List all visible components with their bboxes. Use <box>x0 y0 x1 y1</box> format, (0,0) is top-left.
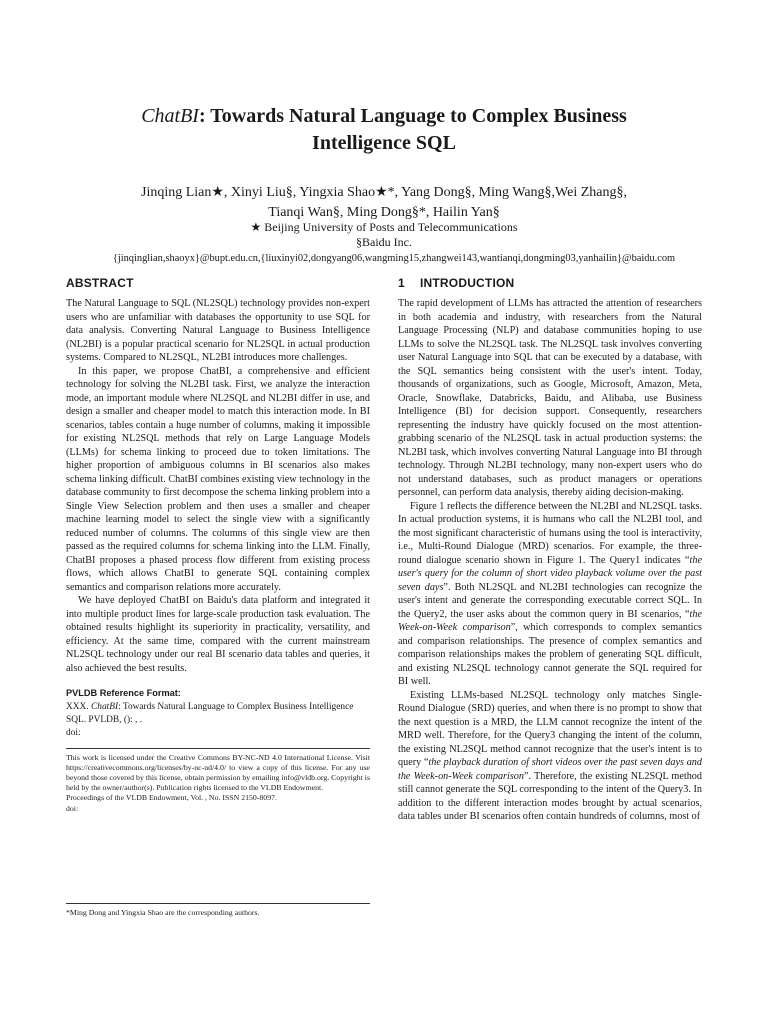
intro-p2-part-b: ”. Both NL2SQL and NL2BI technologies can recognize the user's intent and generate the corresponding executable correct SQL. In the Query2, the user asks about the common query in BI scenarios, “ <box>398 581 702 620</box>
intro-p2-emphasis-1: the user's query for the column of short video playback volume over the past seven days <box>398 554 702 593</box>
authors-line1: Jinqing Lian★, Xinyi Liu§, Yingxia Shao★*, Yang Dong§, Ming Wang§,Wei Zhang§, <box>141 185 627 200</box>
affiliation-2: §Baidu Inc. <box>356 235 412 249</box>
license-text: This work is licensed under the Creative Commons BY-NC-ND 4.0 International License. Visit https://creativecommons.org/licenses/by-nc-nd/4.0/ to view a copy of this license. For any use beyond those covered by this license, obtain permission by emailing info@vldb.org. Copyright is held by the owner/author(s). Publication rights licensed to the VLDB Endowment. <box>66 752 370 793</box>
footnote-divider <box>66 903 370 904</box>
introduction-heading <box>398 277 702 291</box>
intro-p2-emphasis-2: the Week-on-Week comparison <box>398 608 702 633</box>
intro-p2-part-a: Figure 1 reflects the difference between the NL2BI and NL2SQL tasks. In actual production systems, it is humans who call the NL2BI tool, and the most significant characteristic of humans using the tool is interactivity, i.e., Multi-Round Dialogue (MRD) scenarios. For example, the three-round dialogue scenario shown in Figure 1. The Query1 indicates “ <box>398 500 702 566</box>
intro-p3-emphasis: the playback duration of short videos over the past seven days and the Week-on-Week comparison <box>398 757 702 782</box>
paper-title <box>60 103 708 157</box>
intro-paragraph-3 <box>398 689 702 824</box>
intro-paragraph-1: The rapid development of LLMs has attracted the attention of researchers in both academia and industry, with researchers from the Natural Language Processing (NLP) and database communities hoping to use LLMs to solve the NL2SQL task. The NL2SQL task involves converting user Natural Language into SQL that can be executed by a database, with the SQL semantics being consistent with the user's intent. Today, thousands of organizations, such as Google, Microsoft, Amazon, Meta, Oracle, Snowflake, Databricks, Baidu, and Alibaba, use Business Intelligence (BI) for decision support. Consequently, researchers representing the industry have quickly focused on the most attention-grabbing scenario of the NL2SQL task in actual production systems: the NL2BI task, which involves converting Natural Language into BI through technology. Through NL2BI technology, many non-expert users who do not understand databases, such as product managers or operations personnel, can perform data analysis, thereby aiding decision-making. <box>398 298 702 498</box>
pvldb-ref-rest: : Towards Natural Language to Complex Business Intelligence SQL. PVLDB, (): , . <box>66 701 354 725</box>
abstract-paragraph-2: In this paper, we propose ChatBI, a comprehensive and efficient technology for solving the NL2BI task. First, we analyze the interaction mode, an important module where NL2SQL and NL2BI differ in use, and design a smaller and cheaper model to match this interaction mode. In BI scenarios, tables contain a huge number of columns, making it impossible for existing NL2SQL methods that rely on Large Language Models (LLMs) for schema linking to proceed due to token limitations. The higher proportion of ambiguous columns in BI scenarios also makes schema linking difficult. ChatBI combines existing view technology in the database community to first decompose the schema linking problem into a Single View Selection problem and then uses a smaller and cheaper machine learning model to select the single view with a significantly reduced number of columns. The columns of this single view are then passed as the required columns for schema linking into the LLM. Finally, ChatBI proposes a phased process flow different from existing process flows, which allows ChatBI to generate SQL containing complex semantics and comparison relations more accurately. <box>66 365 370 593</box>
abstract-heading: ABSTRACT <box>66 276 134 290</box>
pvldb-ref-prefix: XXX. <box>66 701 91 712</box>
pvldb-reference-heading: PVLDB Reference Format: <box>66 688 181 698</box>
proceedings-line: Proceedings of the VLDB Endowment, Vol. , No. ISSN 2150-8097. <box>66 793 277 803</box>
abstract-paragraph-3: We have deployed ChatBI on Baidu's data platform and integrated it into multiple product lines for large-scale production task evaluation. The obtained results highlight its superiority in practicality, versatility, and efficiency. At the same time, compared with the current mainstream NL2SQL technology under our real BI scenario data tables and queries, it also achieved the best results. <box>66 595 370 674</box>
footnote-text: *Ming Dong and Yingxia Shao are the corresponding authors. <box>66 908 260 917</box>
affiliation-1: ★ Beijing University of Posts and Telecommunications <box>250 220 518 234</box>
intro-p2-part-c: ”, which corresponds to complex semantics and comparison relationships. The presence of complex semantics and comparison relationships makes the problem of generating SQL difficult, and existing NL2SQL technology cannot generate the SQL required for BI well. <box>398 622 702 687</box>
title-line1: : Towards Natural Language to Complex Business <box>198 105 627 127</box>
authors-line2: Tianqi Wan§, Ming Dong§*, Hailin Yan§ <box>268 205 500 220</box>
license-divider <box>66 748 370 749</box>
intro-p3-part-a: Existing LLMs-based NL2SQL technology only matches Single-Round Dialogue (SRD) queries, and when there is no prompt to show that the next question is a MRD, the LLM cannot recognize the intent of the MRD well. Therefore, for the Query3 changing the intent of the column, the existing NL2SQL method cannot recognize that the user's intent is to query “ <box>398 689 702 768</box>
license-doi: doi: <box>66 803 79 813</box>
section-number: 1 <box>398 276 405 290</box>
pvldb-doi: doi: <box>66 727 81 738</box>
section-title: INTRODUCTION <box>420 276 515 290</box>
intro-paragraph-2 <box>398 500 702 689</box>
intro-p3-part-b: ”. Therefore, the existing NL2SQL method still cannot generate the SQL corresponding to the intent of the Query3. In addition to the different interaction modes brought by actual scenarios, data tables under BI scenarios often contain hundreds of columns, most of <box>398 770 702 822</box>
title-emphasis: ChatBI <box>141 105 199 127</box>
right-column <box>398 277 702 824</box>
title-line2: Intelligence SQL <box>312 132 456 154</box>
abstract-paragraph-1: The Natural Language to SQL (NL2SQL) technology provides non-expert users who are unfamiliar with databases the opportunity to use SQL for data analysis. Converting Natural Language to Business Intelligence (NL2BI) is a popular practical scenario for NL2SQL in actual production systems. Compared to NL2SQL, NL2BI introduces more challenges. <box>66 298 370 363</box>
pvldb-ref-title-em: ChatBI <box>91 701 119 712</box>
affiliations <box>60 220 708 250</box>
license-block <box>66 753 370 814</box>
pvldb-reference <box>66 701 370 740</box>
author-emails: {jinqinglian,shaoyx}@bupt.edu.cn,{liuxinyi02,dongyang06,wangming15,zhangwei143,wantianqi,dongming03,yanhailin}@baidu.com <box>112 253 676 264</box>
corresponding-author-footnote <box>66 903 370 918</box>
left-column <box>66 277 370 814</box>
author-list <box>60 183 708 223</box>
